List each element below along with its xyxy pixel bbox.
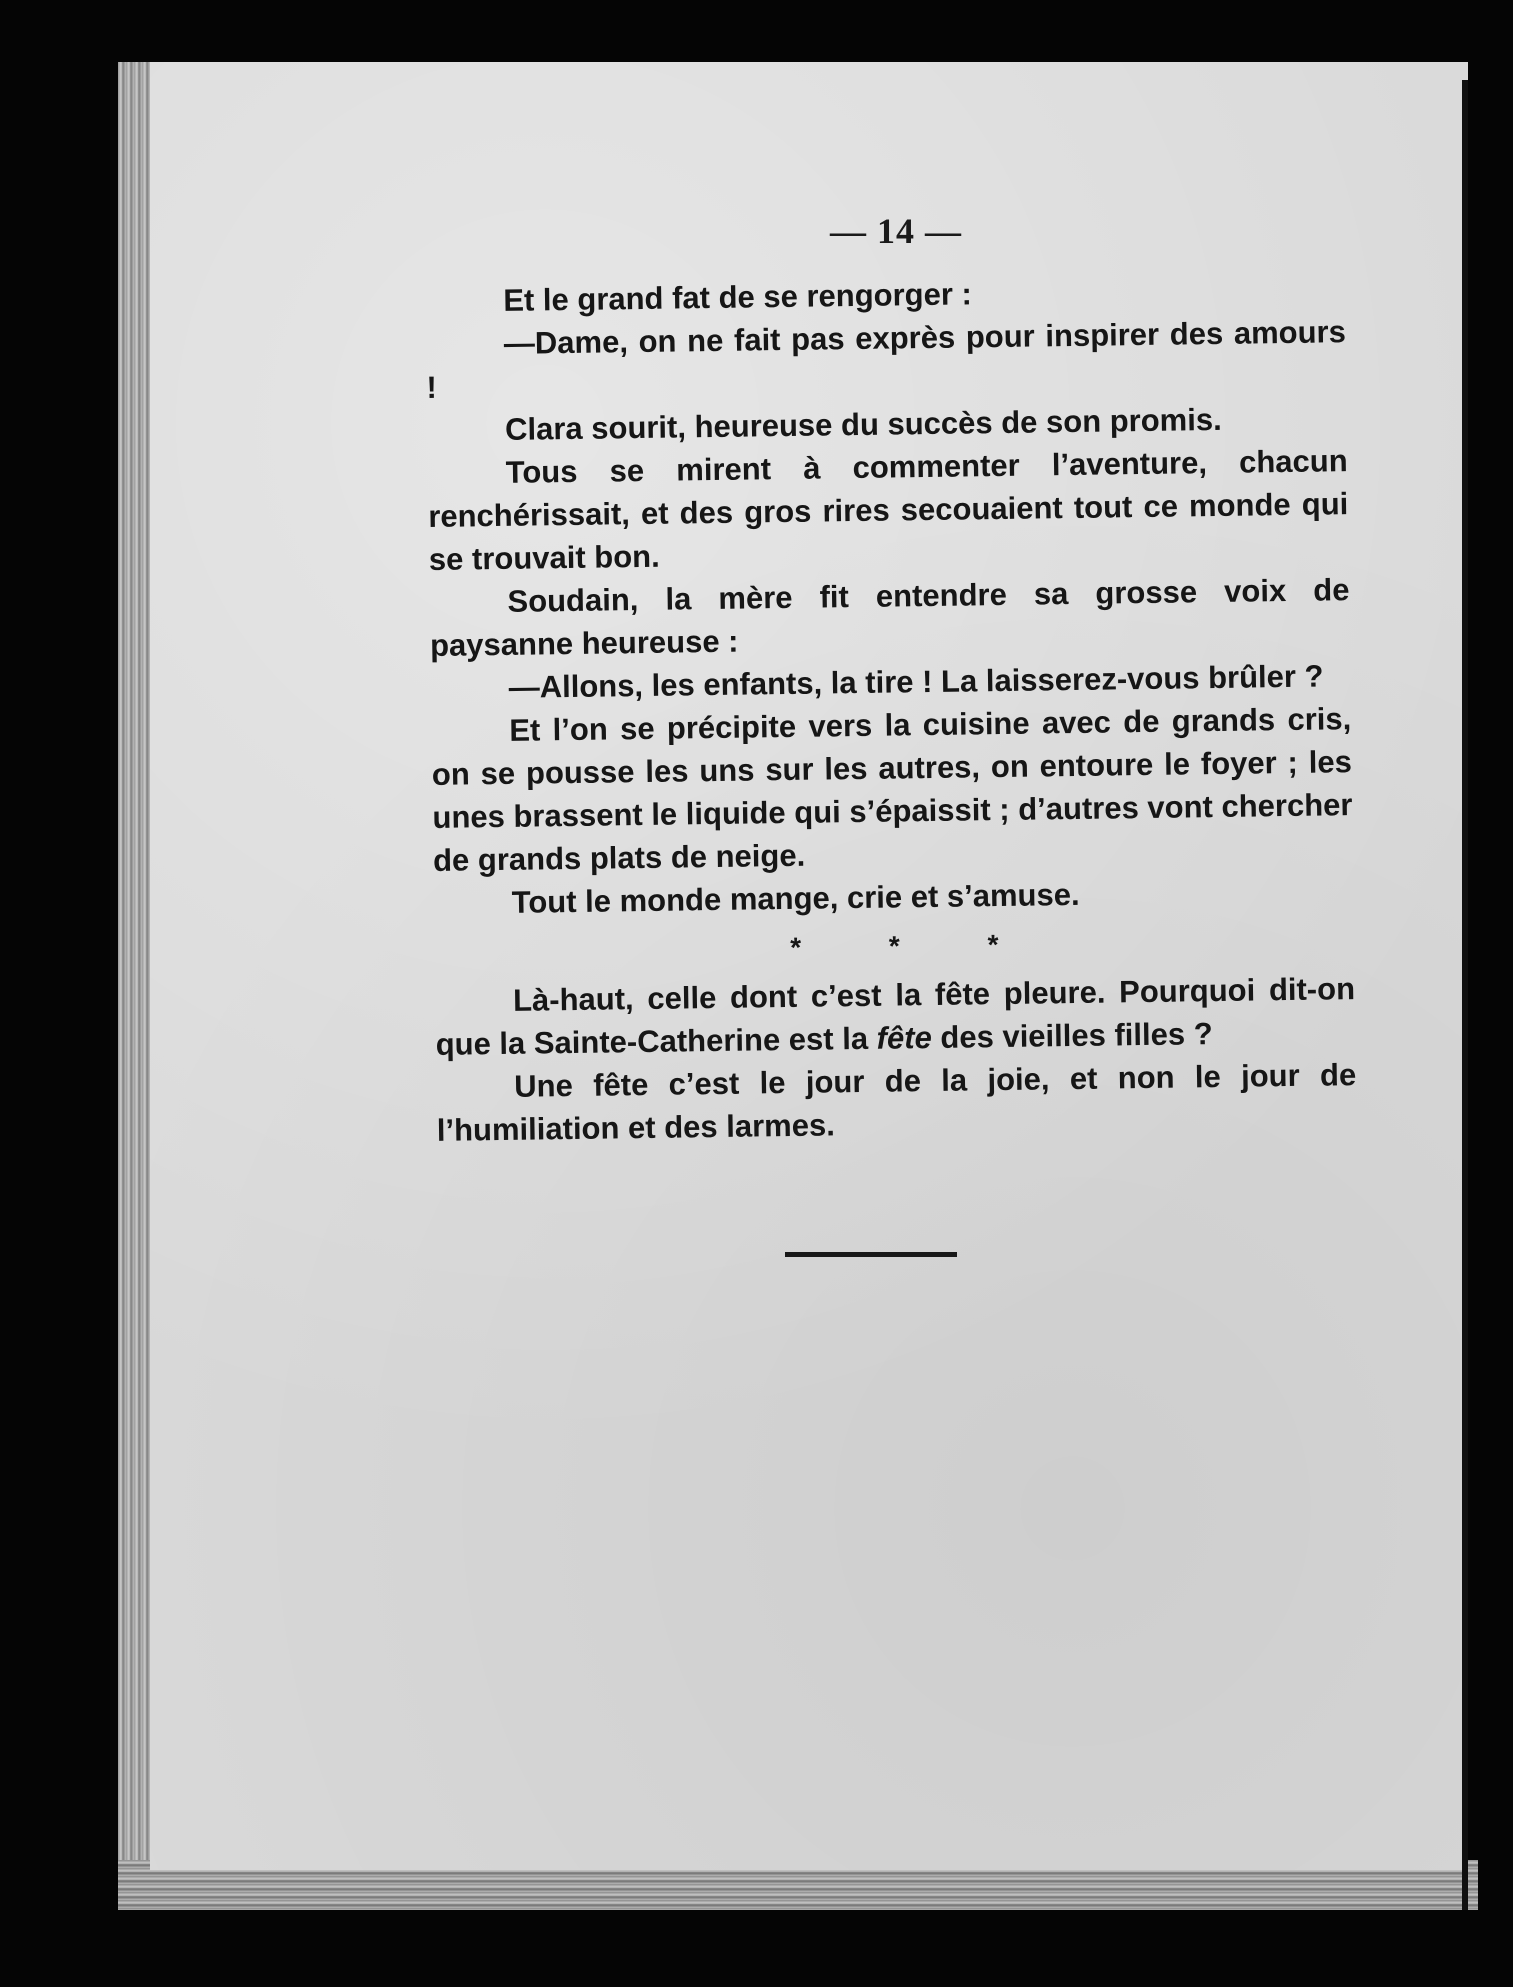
section-separator: * * * [790, 928, 1039, 963]
paragraph: Une fête c’est le jour de la joie, et non le jour de l’humiliation et des larmes. [436, 1057, 1357, 1148]
paragraph: —Dame, on ne fait pas exprès pour inspirer des amours ! [426, 314, 1347, 405]
paragraph-text: Là-haut, celle dont c’est la fête pleure. Pourquoi dit-on que la Sainte-Catherine est la [435, 971, 1356, 1062]
paragraph: Tous se mirent à commenter l’aventure, chacun renchérissait, et des gros rires secouaient tout ce monde qui se trouvait bon. [428, 443, 1349, 577]
paragraph: Et l’on se précipite vers la cuisine avec de grands cris, on se pousse les uns sur les autres, on entoure le foyer ; les unes brassent le liquide qui s’épaissit ; d’autres vont chercher de grands plats de neige. [431, 701, 1353, 878]
end-rule [785, 1252, 957, 1257]
emphasized-word: fête [876, 1019, 933, 1056]
paragraph: —Allons, les enfants, la tire ! La laisserez-vous brûler ? [508, 658, 1324, 705]
page-number: — 14 — [830, 211, 962, 251]
paragraph: Et le grand fat de se rengorger : [503, 276, 973, 318]
body-text [425, 267, 1357, 1152]
paragraph: Tout le monde mange, crie et s’amuse. [511, 876, 1080, 920]
paragraph: Clara sourit, heureuse du succès de son promis. [504, 401, 1222, 447]
paragraph [435, 967, 1356, 1066]
paragraph: Soudain, la mère fit entendre sa grosse voix de paysanne heureuse : [429, 572, 1350, 663]
paragraph-text: des vieilles filles ? [931, 1016, 1213, 1055]
page-right-border [1462, 80, 1468, 1910]
